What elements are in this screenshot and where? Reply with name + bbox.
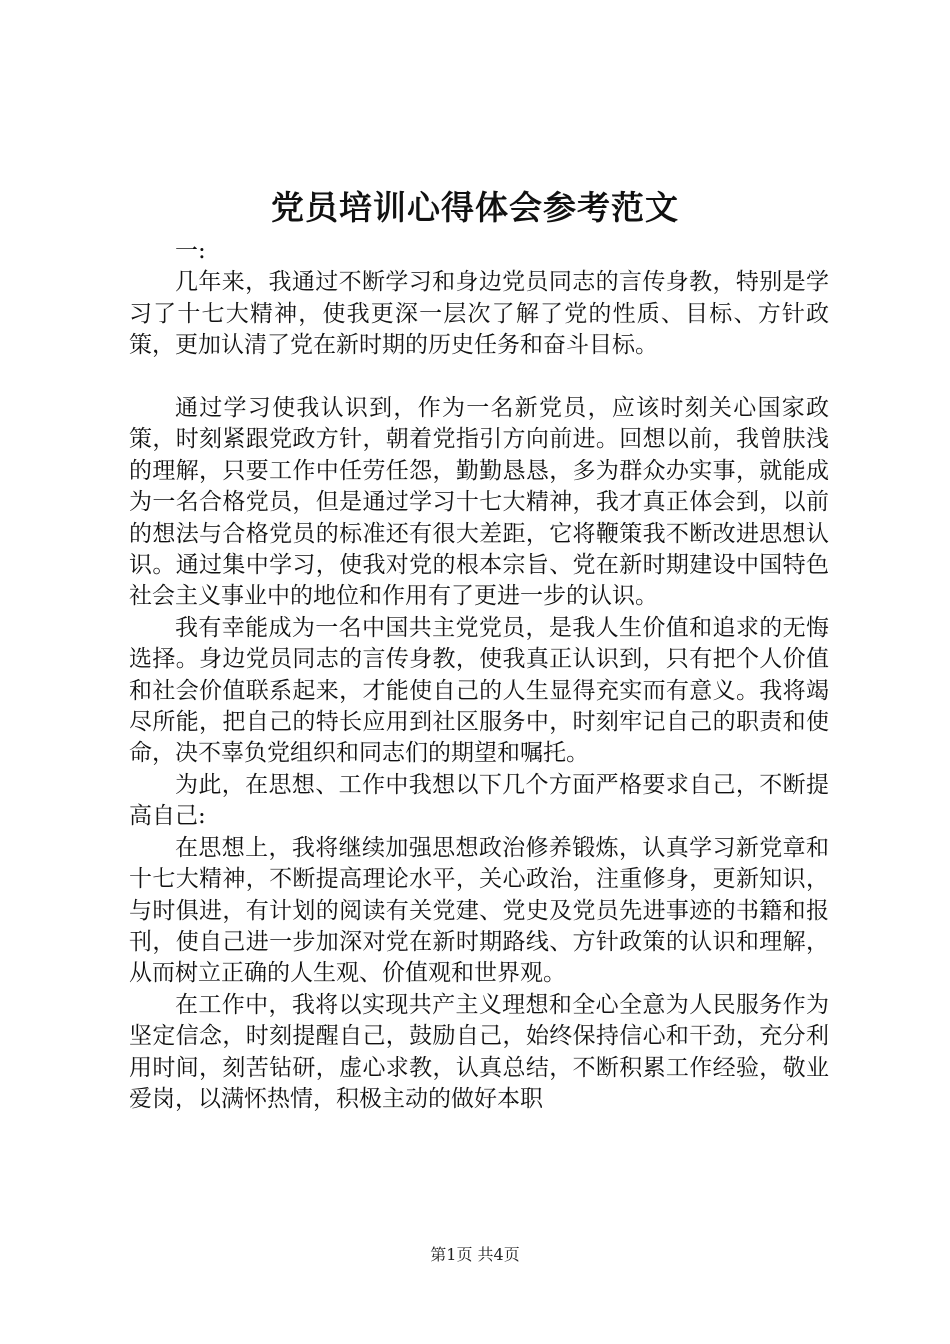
paragraph-heading: 一: bbox=[175, 238, 206, 264]
paragraph: 我有幸能成为一名中国共主党党员，是我人生价值和追求的无悔选择。身边党员同志的言传身教，使我真正认识到，只有把个人价值和社会价值联系起来，才能使自己的人生显得充实而有意义。我将竭尽所能，把自己的特长应用到社区服务中，时刻牢记自己的职责和使命，决不辜负党组织和同志们的期望和嘱托。 bbox=[129, 614, 829, 767]
paragraph: 几年来，我通过不断学习和身边党员同志的言传身教，特别是学习了十七大精神，使我更深一层次了解了党的性质、目标、方针政策，更加认清了党在新时期的历史任务和奋斗目标。 bbox=[129, 269, 829, 359]
paragraph: 通过学习使我认识到，作为一名新党员，应该时刻关心国家政策，时刻紧跟党政方针，朝着党指引方向前进。回想以前，我曾肤浅的理解，只要工作中任劳任怨，勤勤恳恳，多为群众办实事，就能成为一名合格党员，但是通过学习十七大精神，我才真正体会到，以前的想法与合格党员的标准还有很大差距，它将鞭策我不断改进思想认识。通过集中学习，使我对党的根本宗旨、党在新时期建设中国特色社会主义事业中的地位和作用有了更进一步的认识。 bbox=[129, 395, 829, 610]
document-body bbox=[129, 236, 829, 1115]
paragraph: 在工作中，我将以实现共产主义理想和全心全意为人民服务作为坚定信念，时刻提醒自己，鼓励自己，始终保持信心和干劲，充分利用时间，刻苦钻研，虚心求教，认真总结，不断积累工作经验，敬业爱岗，以满怀热情，积极主动的做好本职 bbox=[129, 991, 829, 1112]
page-number-footer: 第1页 共4页 bbox=[430, 1245, 520, 1264]
paragraph: 为此，在思想、工作中我想以下几个方面严格要求自己，不断提高自己: bbox=[129, 771, 829, 830]
document-title: 党员培训心得体会参考范文 bbox=[271, 188, 679, 227]
paragraph: 在思想上，我将继续加强思想政治修养锻炼，认真学习新党章和十七大精神，不断提高理论水平，关心政治，注重修身，更新知识，与时俱进，有计划的阅读有关党建、党史及党员先进事迹的书籍和报刊，使自己进一步加深对党在新时期路线、方针政策的认识和理解，从而树立正确的人生观、价值观和世界观。 bbox=[129, 834, 829, 987]
